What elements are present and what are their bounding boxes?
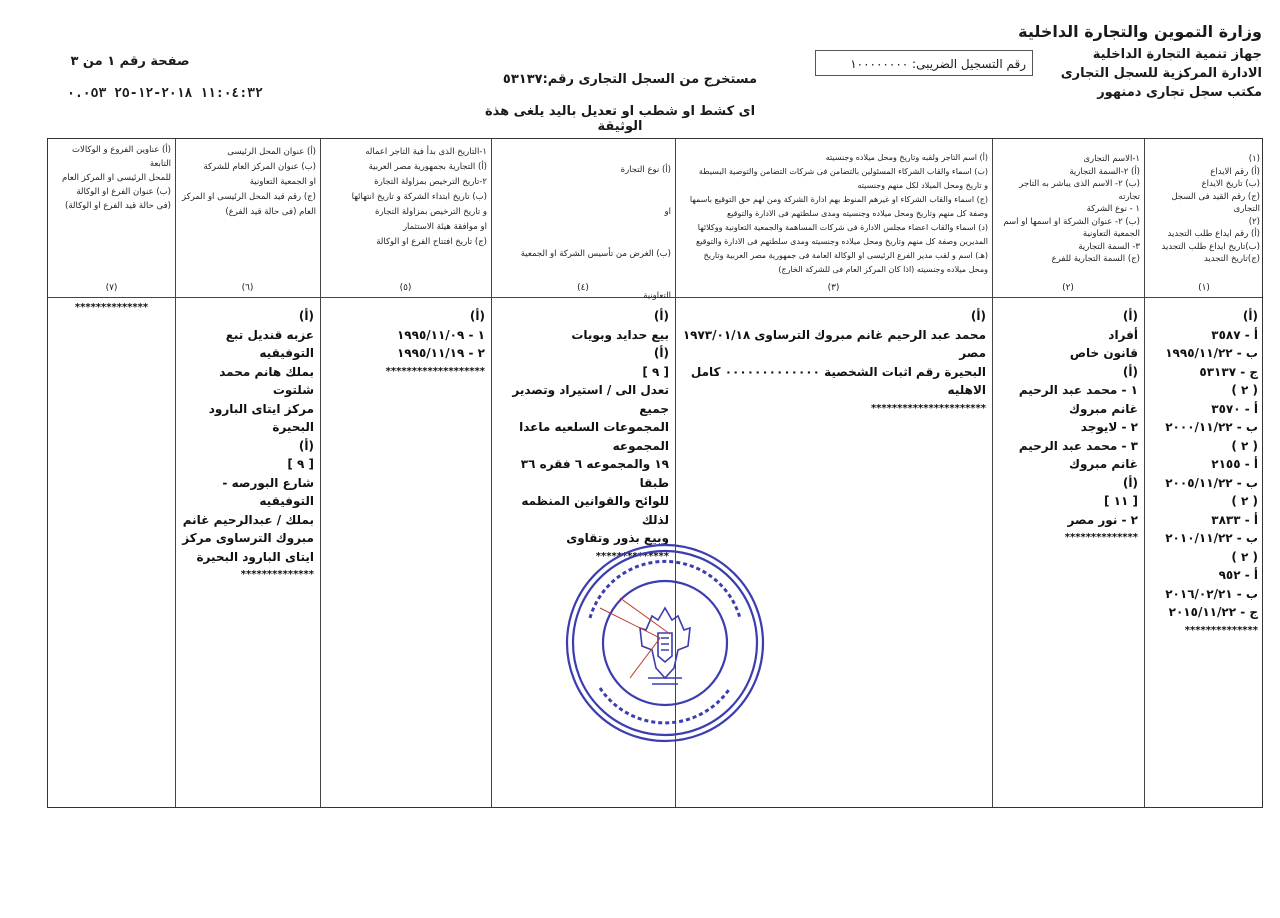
cell-line: (أ) [469, 309, 485, 323]
header-line: (ب) عنوان المركز العام للشركة [203, 162, 316, 172]
body-cell-col5 [320, 307, 491, 381]
column-number: (٢) [1062, 283, 1074, 293]
cell-line: ايتاى البارود البحيرة [196, 549, 314, 564]
terminator-stars: ************** [1064, 532, 1138, 543]
cell-line: [ ١١ ] [1104, 494, 1138, 508]
terminator-stars: ************** [595, 550, 669, 562]
cell-line: أ - ٣٥٨٧ [1211, 327, 1258, 342]
header-line: او موافقة هيئة الاستثمار [402, 222, 487, 232]
header-cell-col6 [175, 145, 320, 220]
cell-line: للوائح والقوانين المنظمه لذلك [521, 494, 669, 527]
terminator-stars: ************** [74, 302, 149, 313]
header-line: (١) [1248, 154, 1260, 164]
document-warning: اى كشط او شطب او تعديل باليد يلغى هذة الوثيقة [484, 104, 756, 134]
cell-line: ١ - ١٩٩٥/١١/٠٩ [396, 327, 485, 342]
cell-line: (أ) [653, 346, 669, 360]
header-line: (٢) [1248, 216, 1260, 227]
cell-line: ( ٢ ) [1231, 549, 1258, 564]
seal-outer-ring [567, 545, 763, 741]
header-line: او الجمعية التعاونية [249, 177, 316, 187]
cell-line: ج - ٥٣١٣٧ [1199, 364, 1258, 379]
body-cell-col7 [48, 299, 175, 318]
eagle-emblem-icon [640, 608, 690, 684]
cell-line: ١ - محمد عبد الرحيم [1018, 383, 1138, 397]
cell-line: ٢ - نور مصر [1067, 512, 1138, 527]
cell-line: غانم مبروك [1068, 457, 1138, 471]
page-number: صفحة رقم ١ من ٣ [70, 54, 190, 69]
header-line: ٢-تاريخ الترخيص بمزاولة التجارة [374, 177, 487, 187]
body-cell-col1 [1144, 307, 1264, 640]
department-name: الادارة المركزية للسجل التجارى [1060, 66, 1262, 81]
office-name: مكتب سجل تجارى دمنهور [1097, 85, 1262, 100]
header-line: (ب) الغرض من تأسيس الشركة او الجمعية التعاونية [520, 249, 671, 301]
terminator-stars: ********************** [870, 402, 986, 414]
header-line: (ب)تاريخ ايداع طلب التجديد [1161, 241, 1260, 252]
cell-line: ( ٢ ) [1231, 383, 1258, 397]
header-line: (د) اسماء والقاب اعضاء مجلس الادارة فى شركات المساهمة والجمعية التعاونية ووكلائها [697, 223, 988, 232]
header-line: (أ) نوع التجارة [620, 165, 671, 175]
body-cell-col4 [491, 307, 675, 566]
header-line: (هـ) اسم و لقب مدير الفرع الرئيسى او الوكالة العامة فى جمهورية مصر العربية وتاريخ [703, 251, 988, 260]
cell-line: قانون خاص [1069, 346, 1138, 360]
header-line: ١-الاسم التجارى [1083, 154, 1140, 164]
cell-line: ب - ١٩٩٥/١١/٢٢ [1165, 346, 1258, 360]
seal-ring-lettering [590, 561, 740, 722]
print-datetime: ١١:٠٤:٣٢ ٢٠١٨-١٢-٢٥ ٠.٠٥٣ [67, 86, 263, 101]
cell-line: (أ) [298, 438, 314, 453]
cell-line: تعدل الى / استيراد وتصدير جميع [512, 383, 669, 416]
header-cell-col3 [675, 151, 992, 277]
header-cell-col7 [48, 143, 175, 213]
cell-line: ب - ٢٠٠٠/١١/٢٢ [1165, 420, 1258, 434]
header-line: (ج) رقم قيد المحل الرئيسى او المركز [181, 192, 316, 202]
seal-red-marks [620, 598, 670, 634]
cell-line: (أ) [1242, 309, 1258, 323]
cell-line: ١٩ والمجموعه ٦ فقره ٣٦ طبقا [520, 457, 669, 490]
cell-line: مبروك الترساوى مركز [182, 531, 314, 545]
cell-line: (أ) [1122, 475, 1138, 490]
tax-label: رقم التسجيل الضريبى: [912, 57, 1026, 71]
cell-line: [ ٩ ] [642, 364, 669, 379]
cell-line: (أ) [653, 309, 669, 323]
cell-line: (أ) [1122, 309, 1138, 323]
header-line: (أ) ٢-السمة التجارية [1069, 166, 1140, 177]
cell-line: بملك / عبدالرحيم غانم [182, 512, 314, 527]
header-line: ١ - نوع الشركة [1086, 204, 1140, 214]
header-line: ومحل ميلاده وجنسيته (اذا كان المركز العام فى للشركة الخارج) [778, 265, 988, 274]
header-line: (ج) تاريخ افتتاح الفرع او الوكالة [376, 237, 487, 247]
header-line: (أ) عناوين الفروع و الوكالات التابعة [71, 145, 171, 169]
terminator-stars: ************** [240, 569, 314, 580]
column-number: (٥) [399, 283, 412, 293]
header-cell-col1 [1144, 153, 1264, 266]
tax-registration-box [815, 50, 1033, 76]
cell-line: أفراد [1108, 327, 1138, 342]
cell-line: ب - ٢٠١٠/١١/٢٢ [1165, 531, 1258, 545]
column-number: (١) [1198, 283, 1210, 293]
header-line: الجمعية التعاونية [1082, 229, 1140, 239]
header-line: (ب) عنوان الفرع او الوكالة [76, 187, 171, 197]
cell-line: بملك هانم محمد شلتوت [219, 364, 314, 397]
body-cell-col2 [992, 307, 1144, 548]
header-line: (ج) رقم القيد فى السجل التجارى [1171, 191, 1260, 214]
header-line: (ب) تاريخ الايداع [1201, 179, 1260, 189]
terminator-stars: ******************* [385, 365, 485, 377]
header-line: (ج)تاريخ التجديد [1203, 254, 1260, 264]
ministry-name: وزارة التموين والتجارة الداخلية [1018, 22, 1262, 41]
header-line: وصفة كل منهم وتاريخ ومحل ميلاده وجنسيته ومدى سلطتهم فى الادارة والتوقيع [726, 209, 988, 218]
cell-line: مركز ايتاى البارود البحيرة [208, 401, 314, 434]
cell-line: ب - ٢٠٠٥/١١/٢٢ [1165, 475, 1258, 490]
cell-line: ( ٢ ) [1231, 494, 1258, 508]
header-line: (ج) السمة التجارية للفرع [1051, 254, 1140, 264]
header-line: (ب) ٢- عنوان الشركة او اسمها او اسم [1003, 216, 1140, 227]
cell-line: ٢ - لايوجد [1080, 420, 1138, 434]
body-cell-col6 [175, 307, 320, 585]
header-line: و تاريخ ومحل الميلاد لكل منهم وجنسيته [857, 181, 988, 190]
cell-line: (أ) [1122, 364, 1138, 379]
cell-line: محمد عبد الرحيم غانم مبروك الترساوى ١٩٧٣/٠١/١٨ مصر [682, 327, 986, 360]
official-seal-stamp [560, 538, 770, 748]
cell-line: [ ٩ ] [287, 457, 314, 471]
terminator-stars: ************** [1184, 624, 1258, 636]
body-cell-col3 [675, 307, 992, 418]
column-number: (٦) [241, 283, 254, 293]
header-line: (ب) تاريخ ابتداء الشركة و تاريخ انتهائها [351, 192, 487, 202]
header-line: المديرين وصفة كل منهم وتاريخ ومحل ميلاده وجنسيته ومدى سلطتهم فى الادارة والتوقيع [695, 237, 988, 246]
header-line: (أ) عنوان المحل الرئيسى [227, 147, 316, 157]
header-line: العام (فى حالة قيد الفرع) [225, 207, 316, 217]
column-number: (٣) [827, 283, 840, 293]
cell-line: أ - ٣٥٧٠ [1211, 401, 1258, 416]
cell-line: (أ) [970, 309, 986, 323]
header-line: ٣- السمة التجارية [1078, 241, 1140, 252]
agency-name: جهاز تنمية التجارة الداخلية [1092, 47, 1262, 62]
header-line: او [664, 207, 671, 217]
header-line: (أ) التجارية بجمهورية مصر العربية [368, 162, 487, 172]
cell-line: وبيع بذور وتقاوى [566, 531, 669, 545]
cell-line: شارع البورصه - التوفيقيه [222, 475, 314, 508]
cell-line: ( ٢ ) [1231, 438, 1258, 453]
header-line: (أ) رقم ايداع طلب التجديد [1167, 229, 1260, 239]
header-line: (فى حالة قيد الفرع او الوكالة) [65, 201, 171, 211]
cell-line: أ - ٩٥٢ [1218, 568, 1258, 582]
cell-line: البحيرة رقم اثبات الشخصية ٠٠٠٠٠٠٠٠٠٠٠٠٠ كامل الاهليه [690, 364, 986, 397]
cell-line: ب - ٢٠١٦/٠٢/٢١ [1165, 586, 1258, 601]
cell-line: ٢ - ١٩٩٥/١١/١٩ [396, 346, 485, 360]
header-line: (ج) اسماء والقاب الشركاء او غيرهم المنوط بهم ادارة الشركة ومن لهم حق التوقيع باسمها [689, 195, 988, 204]
header-cell-col5 [320, 145, 491, 250]
cell-line: المجموعات السلعيه ماعدا المجموعه [519, 420, 669, 453]
cell-line: غانم مبروك [1068, 401, 1138, 416]
header-line: و تاريخ الترخيص بمزاولة التجارة [375, 207, 487, 217]
cell-line: ٣ - محمد عبد الرحيم [1018, 438, 1138, 453]
header-cell-col2 [992, 153, 1144, 266]
tax-number: ١٠٠٠٠٠٠٠٠ [850, 57, 909, 71]
column-number: (٧) [105, 283, 118, 293]
header-line: (ب) ٢- الاسم الذى يباشر به التاجر تجارته [1019, 179, 1140, 202]
cell-line: أ - ٣٨٣٣ [1211, 512, 1258, 527]
column-number: (٤) [577, 283, 589, 293]
header-line: (أ) اسم التاجر ولقبه وتاريخ ومحل ميلاده وجنسيته [825, 153, 988, 162]
header-line: (ب) اسماء والقاب الشركاء المسئولين بالتضامن فى شركات التضامن والتوصية البسيطة [698, 167, 988, 176]
cell-line: بيع حدايد وبويات [571, 327, 669, 342]
header-line: للمحل الرئيسى او المركز العام [62, 173, 171, 183]
cell-line: (أ) [298, 309, 314, 323]
header-line: ١-التاريخ الذى بدأ فية التاجر اعماله [365, 147, 487, 157]
cell-line: عزبه قنديل تبع التوفيقيه [225, 327, 314, 360]
seal-outer-ring-inner [573, 551, 757, 735]
cell-line: ج - ٢٠١٥/١١/٢٢ [1168, 605, 1258, 619]
header-line: (أ) رقم الايداع [1210, 166, 1260, 177]
cell-line: أ - ٢١٥٥ [1211, 457, 1258, 471]
document-title: مستخرج من السجل التجارى رقم:٥٣١٣٧ [502, 72, 758, 87]
